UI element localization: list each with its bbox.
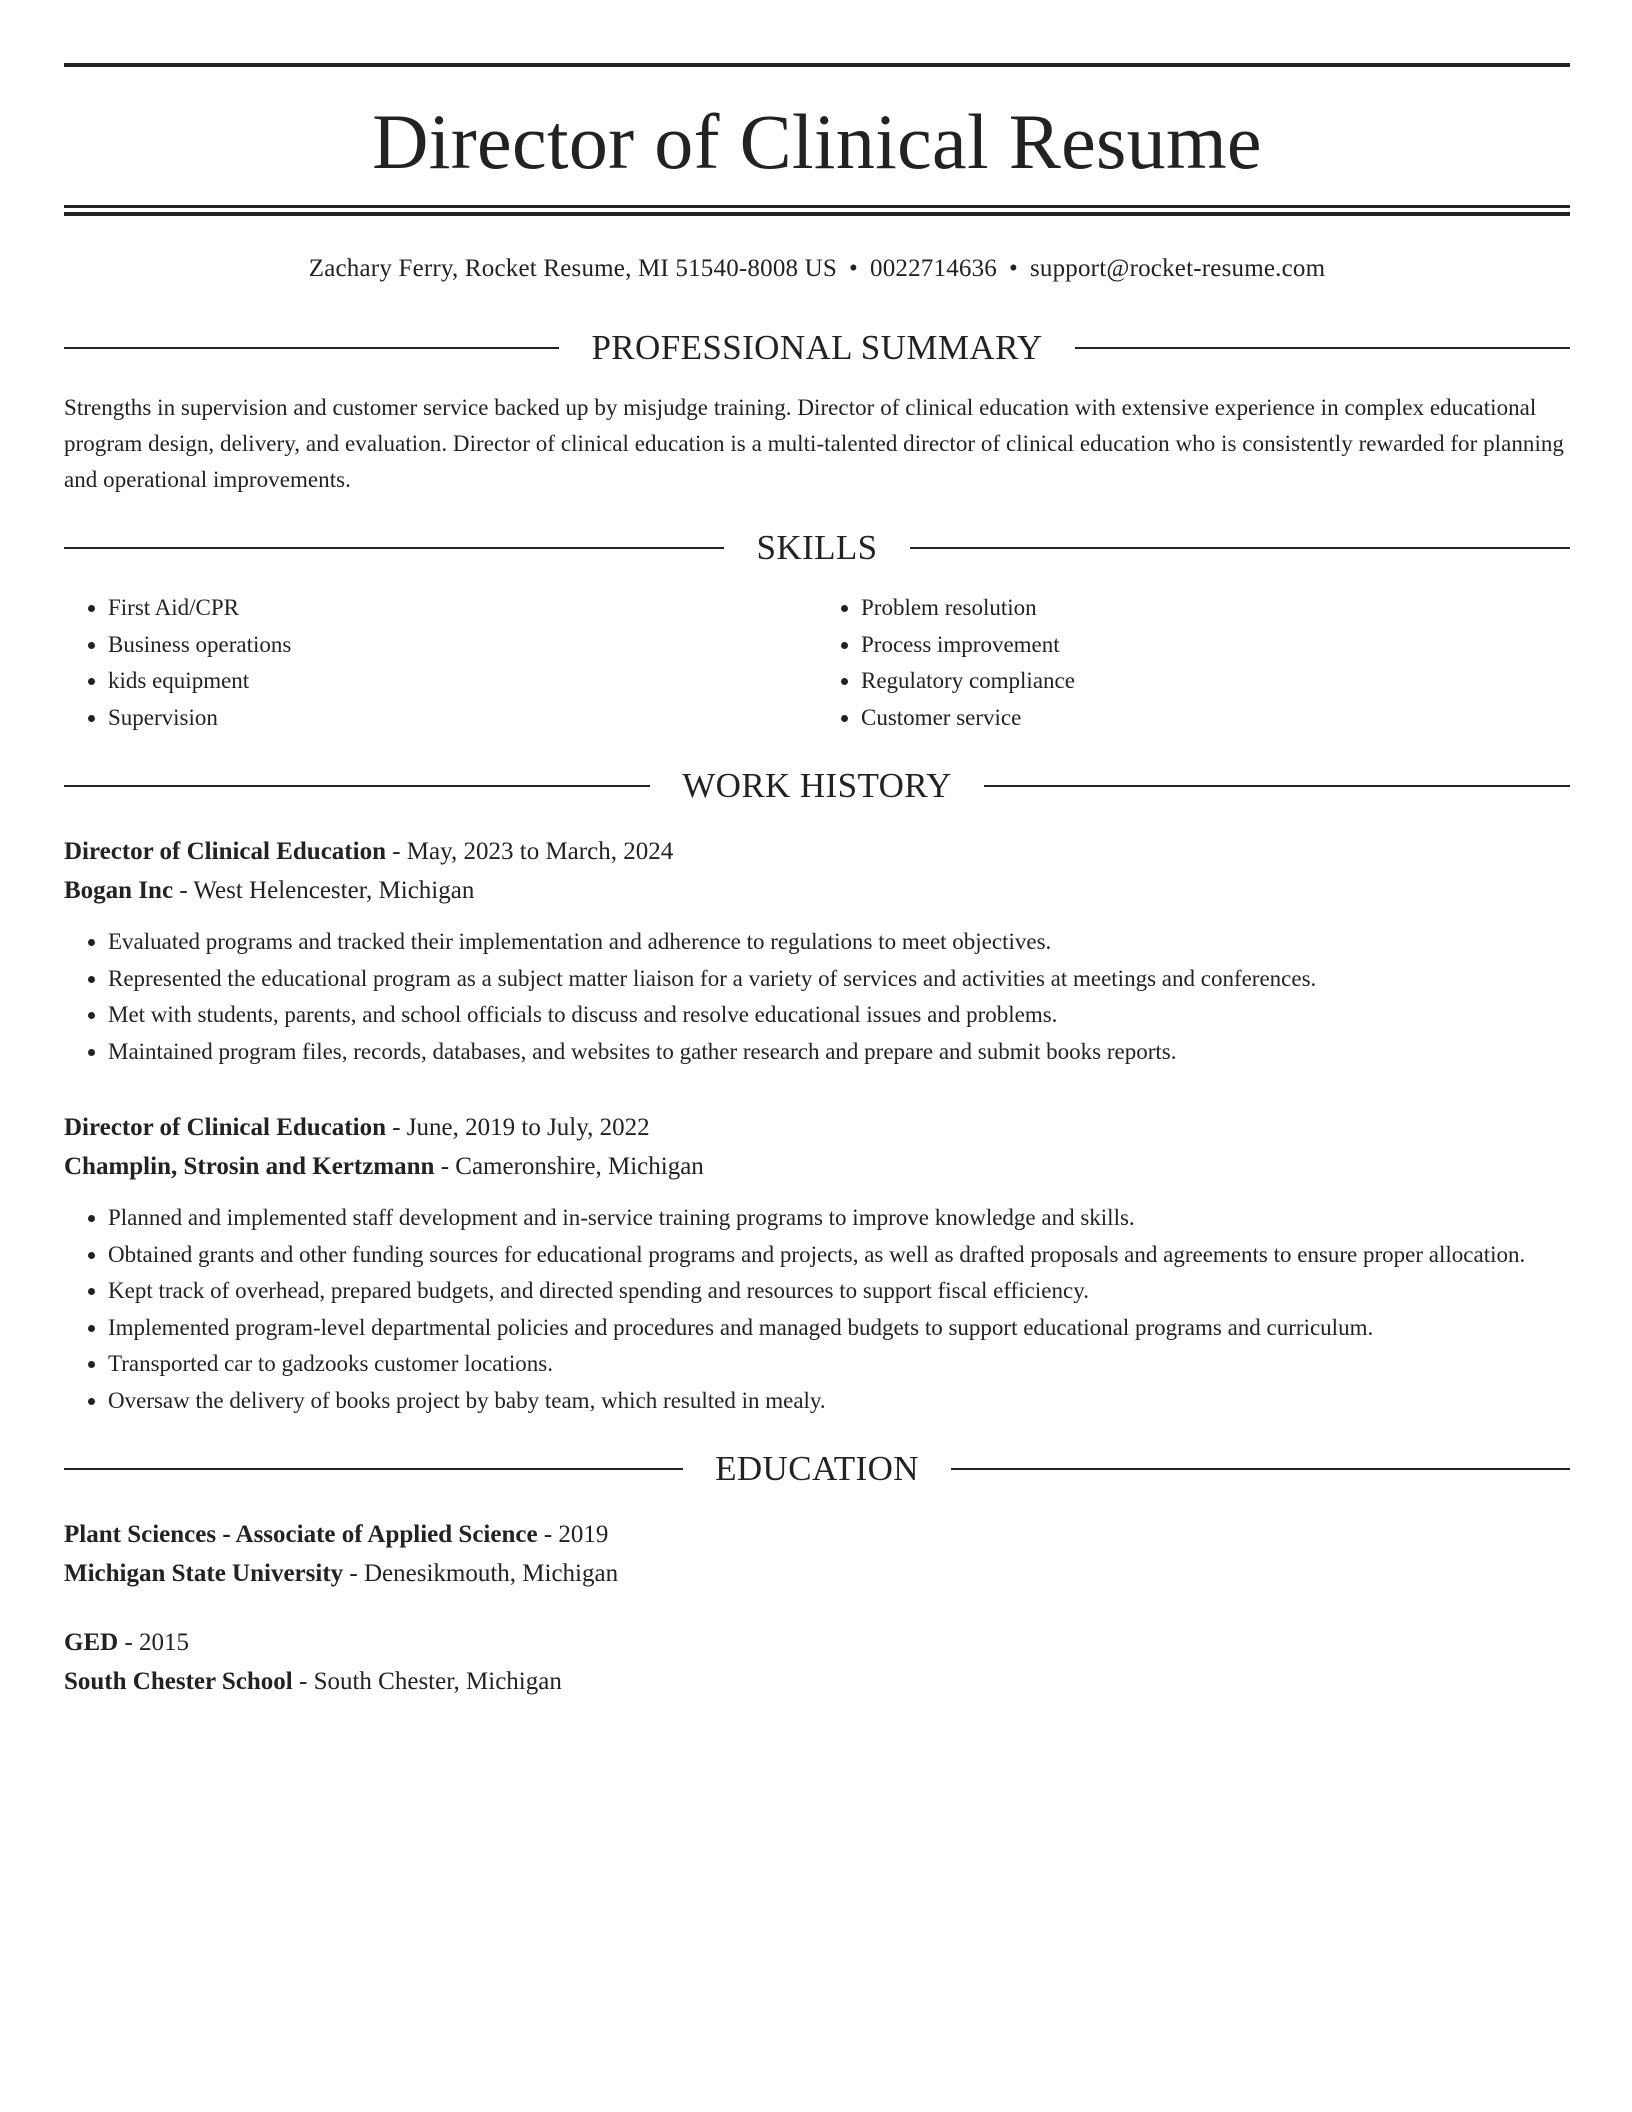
education-heading: EDUCATION — [715, 1449, 919, 1488]
education-school-line — [64, 1554, 1570, 1593]
education-entry — [64, 1515, 1570, 1593]
job-dates: - May, 2023 to March, 2024 — [385, 838, 674, 865]
education-school-line — [64, 1662, 1570, 1701]
job-bullet: • Oversaw the delivery of books project by baby team, which resulted in mealy. — [108, 1383, 1570, 1420]
education-section-header — [64, 1447, 1570, 1491]
skill-item: • First Aid/CPR — [108, 590, 817, 627]
title-double-rule — [64, 205, 1570, 216]
skill-item: • Process improvement — [861, 627, 1570, 664]
education-degree: GED — [64, 1629, 119, 1656]
contact-line — [64, 252, 1570, 286]
contact-address: Zachary Ferry, Rocket Resume, MI 51540-8008 US — [308, 255, 838, 282]
education-location: - South Chester, Michigan — [292, 1668, 562, 1695]
education-school: Michigan State University — [64, 1560, 344, 1587]
job-entry — [64, 832, 1570, 1070]
job-title: Director of Clinical Education — [64, 838, 386, 865]
section-rule — [64, 347, 559, 349]
skills-left-column — [64, 590, 817, 736]
skills-list — [64, 590, 1570, 736]
job-location: - Cameronshire, Michigan — [434, 1153, 704, 1180]
job-bullet: • Kept track of overhead, prepared budgets, and directed spending and resources to support fiscal efficiency. — [108, 1273, 1570, 1310]
section-rule — [951, 1468, 1570, 1470]
job-company: Champlin, Strosin and Kertzmann — [64, 1153, 435, 1180]
summary-section-header — [64, 326, 1570, 370]
top-rule — [64, 63, 1570, 67]
section-rule — [910, 547, 1570, 549]
education-location: - Denesikmouth, Michigan — [343, 1560, 619, 1587]
job-title-line — [64, 1108, 1570, 1147]
skill-item: • Problem resolution — [861, 590, 1570, 627]
job-title: Director of Clinical Education — [64, 1114, 386, 1141]
job-bullet: • Obtained grants and other funding sources for educational programs and projects, as well as drafted proposals and agreements to ensure proper allocation. — [108, 1237, 1570, 1274]
work-section-header — [64, 764, 1570, 808]
job-bullets — [64, 924, 1570, 1070]
job-dates: - June, 2019 to July, 2022 — [385, 1114, 650, 1141]
section-rule — [64, 1468, 683, 1470]
job-title-line — [64, 832, 1570, 871]
education-degree-line — [64, 1623, 1570, 1662]
contact-separator: • — [1009, 255, 1018, 282]
resume-title: Director of Clinical Resume — [372, 98, 1262, 185]
education-degree: Plant Sciences - Associate of Applied Science — [64, 1521, 538, 1548]
contact-email: support@rocket-resume.com — [1029, 255, 1326, 282]
education-entry — [64, 1623, 1570, 1701]
job-bullets — [64, 1200, 1570, 1419]
section-rule — [1075, 347, 1570, 349]
skill-item: • Business operations — [108, 627, 817, 664]
contact-phone: 0022714636 — [870, 255, 997, 282]
job-bullet: • Planned and implemented staff development and in-service training programs to improve knowledge and skills. — [108, 1200, 1570, 1237]
job-bullet: • Evaluated programs and tracked their implementation and adherence to regulations to meet objectives. — [108, 924, 1570, 961]
job-bullet: • Maintained program files, records, databases, and websites to gather research and prepare and submit books reports. — [108, 1034, 1570, 1071]
skill-item: • Regulatory compliance — [861, 663, 1570, 700]
section-rule — [64, 785, 650, 787]
skills-section-header — [64, 526, 1570, 570]
contact-separator: • — [849, 255, 858, 282]
job-location: - West Helencester, Michigan — [173, 877, 475, 904]
skills-heading: SKILLS — [756, 528, 878, 567]
summary-heading: PROFESSIONAL SUMMARY — [591, 328, 1043, 367]
education-year: - 2015 — [118, 1629, 190, 1656]
work-heading: WORK HISTORY — [682, 766, 952, 805]
section-rule — [984, 785, 1570, 787]
job-bullet: • Represented the educational program as a subject matter liaison for a variety of services and activities at meetings and conferences. — [108, 961, 1570, 998]
job-entry — [64, 1108, 1570, 1419]
job-bullet: • Implemented program-level departmental policies and procedures and managed budgets to support educational programs and curriculum. — [108, 1310, 1570, 1347]
job-bullet: • Transported car to gadzooks customer locations. — [108, 1346, 1570, 1383]
section-rule — [64, 547, 724, 549]
job-bullet: • Met with students, parents, and school officials to discuss and resolve educational issues and problems. — [108, 997, 1570, 1034]
job-company-line — [64, 871, 1570, 910]
skill-item: • Customer service — [861, 700, 1570, 737]
education-degree-line — [64, 1515, 1570, 1554]
skill-item: • Supervision — [108, 700, 817, 737]
skill-item: • kids equipment — [108, 663, 817, 700]
job-company: Bogan Inc — [64, 877, 174, 904]
job-company-line — [64, 1147, 1570, 1186]
summary-text: Strengths in supervision and customer service backed up by misjudge training. Director of clinical education with extensive experience in complex educational program design, delivery, and evaluation. Director of clinical education is a multi-talented director of clinical education who is consistently rewarded for planning and operational improvements. — [64, 395, 1564, 492]
resume-page — [64, 63, 1570, 1701]
education-year: - 2019 — [537, 1521, 609, 1548]
education-school: South Chester School — [64, 1668, 293, 1695]
skills-right-column — [817, 590, 1570, 736]
